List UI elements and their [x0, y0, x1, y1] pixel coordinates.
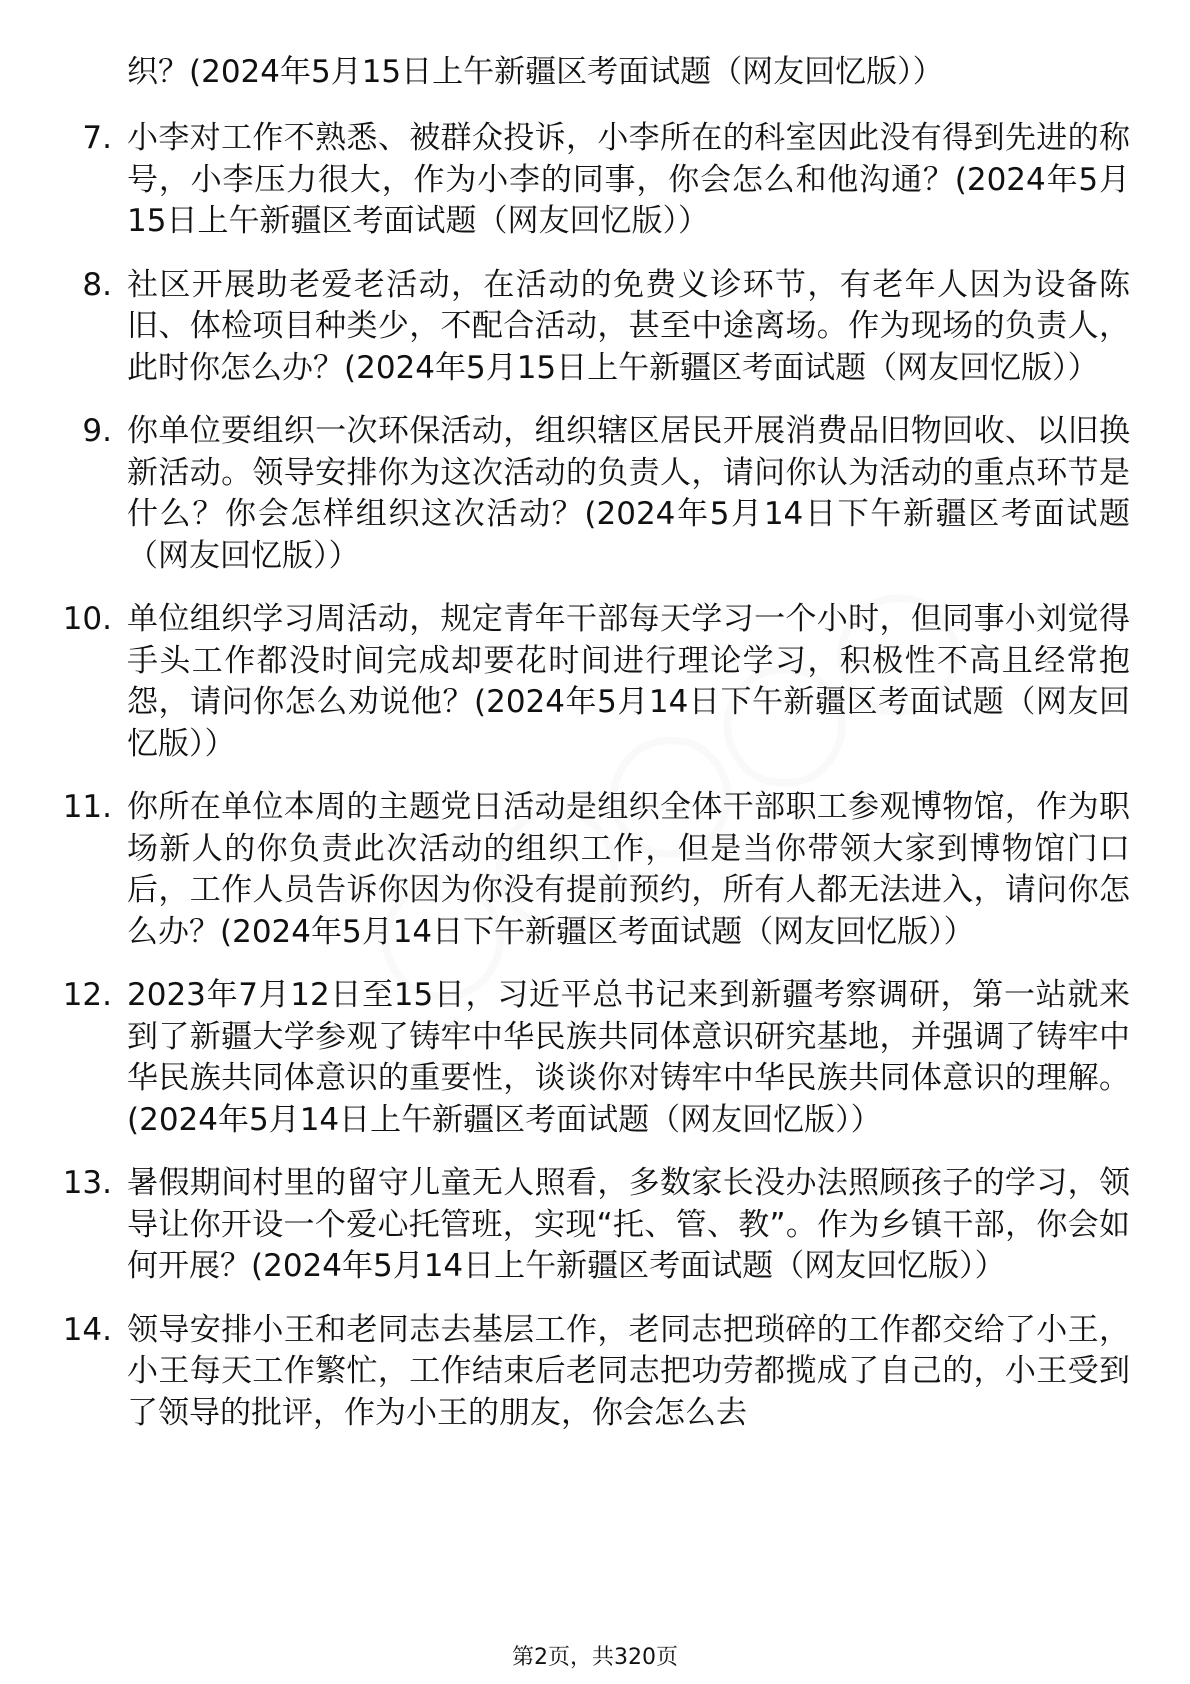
question-list: [0, 118, 1190, 1456]
question-text: 单位组织学习周活动，规定青年干部每天学习一个小时，但同事小刘觉得手头工作都没时间完成却要花时间进行理论学习，积极性不高且经常抱怨，请问你怎么劝说他？(2024年5月14日下午新疆区考面试题（网友回忆版））: [127, 601, 1130, 762]
page-footer: 第2页，共320页: [512, 1645, 678, 1670]
question-text: 你单位要组织一次环保活动，组织辖区居民开展消费品旧物回收、以旧换新活动。领导安排你为这次活动的负责人，请问你认为活动的重点环节是什么？你会怎样组织这次活动？(2024年5月14日下午新疆区考面试题（网友回忆版））: [127, 413, 1130, 574]
question-text: 暑假期间村里的留守儿童无人照看，多数家长没办法照顾孩子的学习，领导让你开设一个爱心托管班，实现“托、管、教”。作为乡镇干部，你会如何开展？(2024年5月14日上午新疆区考面试题（网友回忆版））: [127, 1165, 1130, 1284]
question-text: 你所在单位本周的主题党日活动是组织全体干部职工参观博物馆，作为职场新人的你负责此次活动的组织工作，但是当你带领大家到博物馆门口后，工作人员告诉你因为你没有提前预约，所有人都无法进入，请问你怎么办？(2024年5月14日下午新疆区考面试题（网友回忆版））: [127, 789, 1130, 950]
question-text: 社区开展助老爱老活动，在活动的免费义诊环节，有老年人因为设备陈旧、体检项目种类少，不配合活动，甚至中途离场。作为现场的负责人，此时你怎么办？(2024年5月15日上午新疆区考面试题（网友回忆版））: [127, 266, 1130, 386]
question-number: 10.: [62, 601, 112, 637]
question-number: 9.: [82, 413, 112, 449]
question-number: 13.: [62, 1165, 112, 1201]
question-number: 14.: [62, 1311, 112, 1348]
list-item: [0, 411, 1190, 577]
question-number: 11.: [62, 789, 112, 825]
list-item: [0, 1310, 1190, 1435]
question-text: 2023年7月12日至15日，习近平总书记来到新疆考察调研，第一站就来到了新疆大学参观了铸牢中华民族共同体意识研究基地，并强调了铸牢中华民族共同体意识的重要性，谈谈你对铸牢中华民族共同体意识的理解。(2024年5月14日上午新疆区考面试题（网友回忆版））: [127, 977, 1130, 1138]
question-number: 7.: [82, 120, 112, 156]
question-number: 12.: [62, 977, 112, 1013]
list-item: [0, 787, 1190, 953]
question-number: 8.: [82, 266, 112, 303]
question-text: 小李对工作不熟悉、被群众投诉，小李所在的科室因此没有得到先进的称号，小李压力很大，作为小李的同事，你会怎么和他沟通？(2024年5月15日上午新疆区考面试题（网友回忆版））: [127, 120, 1130, 239]
list-item: [0, 1163, 1190, 1288]
list-item: [0, 599, 1190, 765]
list-item: [0, 265, 1190, 390]
question-text: 领导安排小王和老同志去基层工作，老同志把琐碎的工作都交给了小王，小王每天工作繁忙，工作结束后老同志把功劳都揽成了自己的，小王受到了领导的批评，作为小王的朋友，你会怎么去: [127, 1311, 1130, 1431]
list-item: [0, 975, 1190, 1141]
list-item: [0, 118, 1190, 243]
continued-text: 织？(2024年5月15日上午新疆区考面试题（网友回忆版））: [127, 54, 944, 90]
